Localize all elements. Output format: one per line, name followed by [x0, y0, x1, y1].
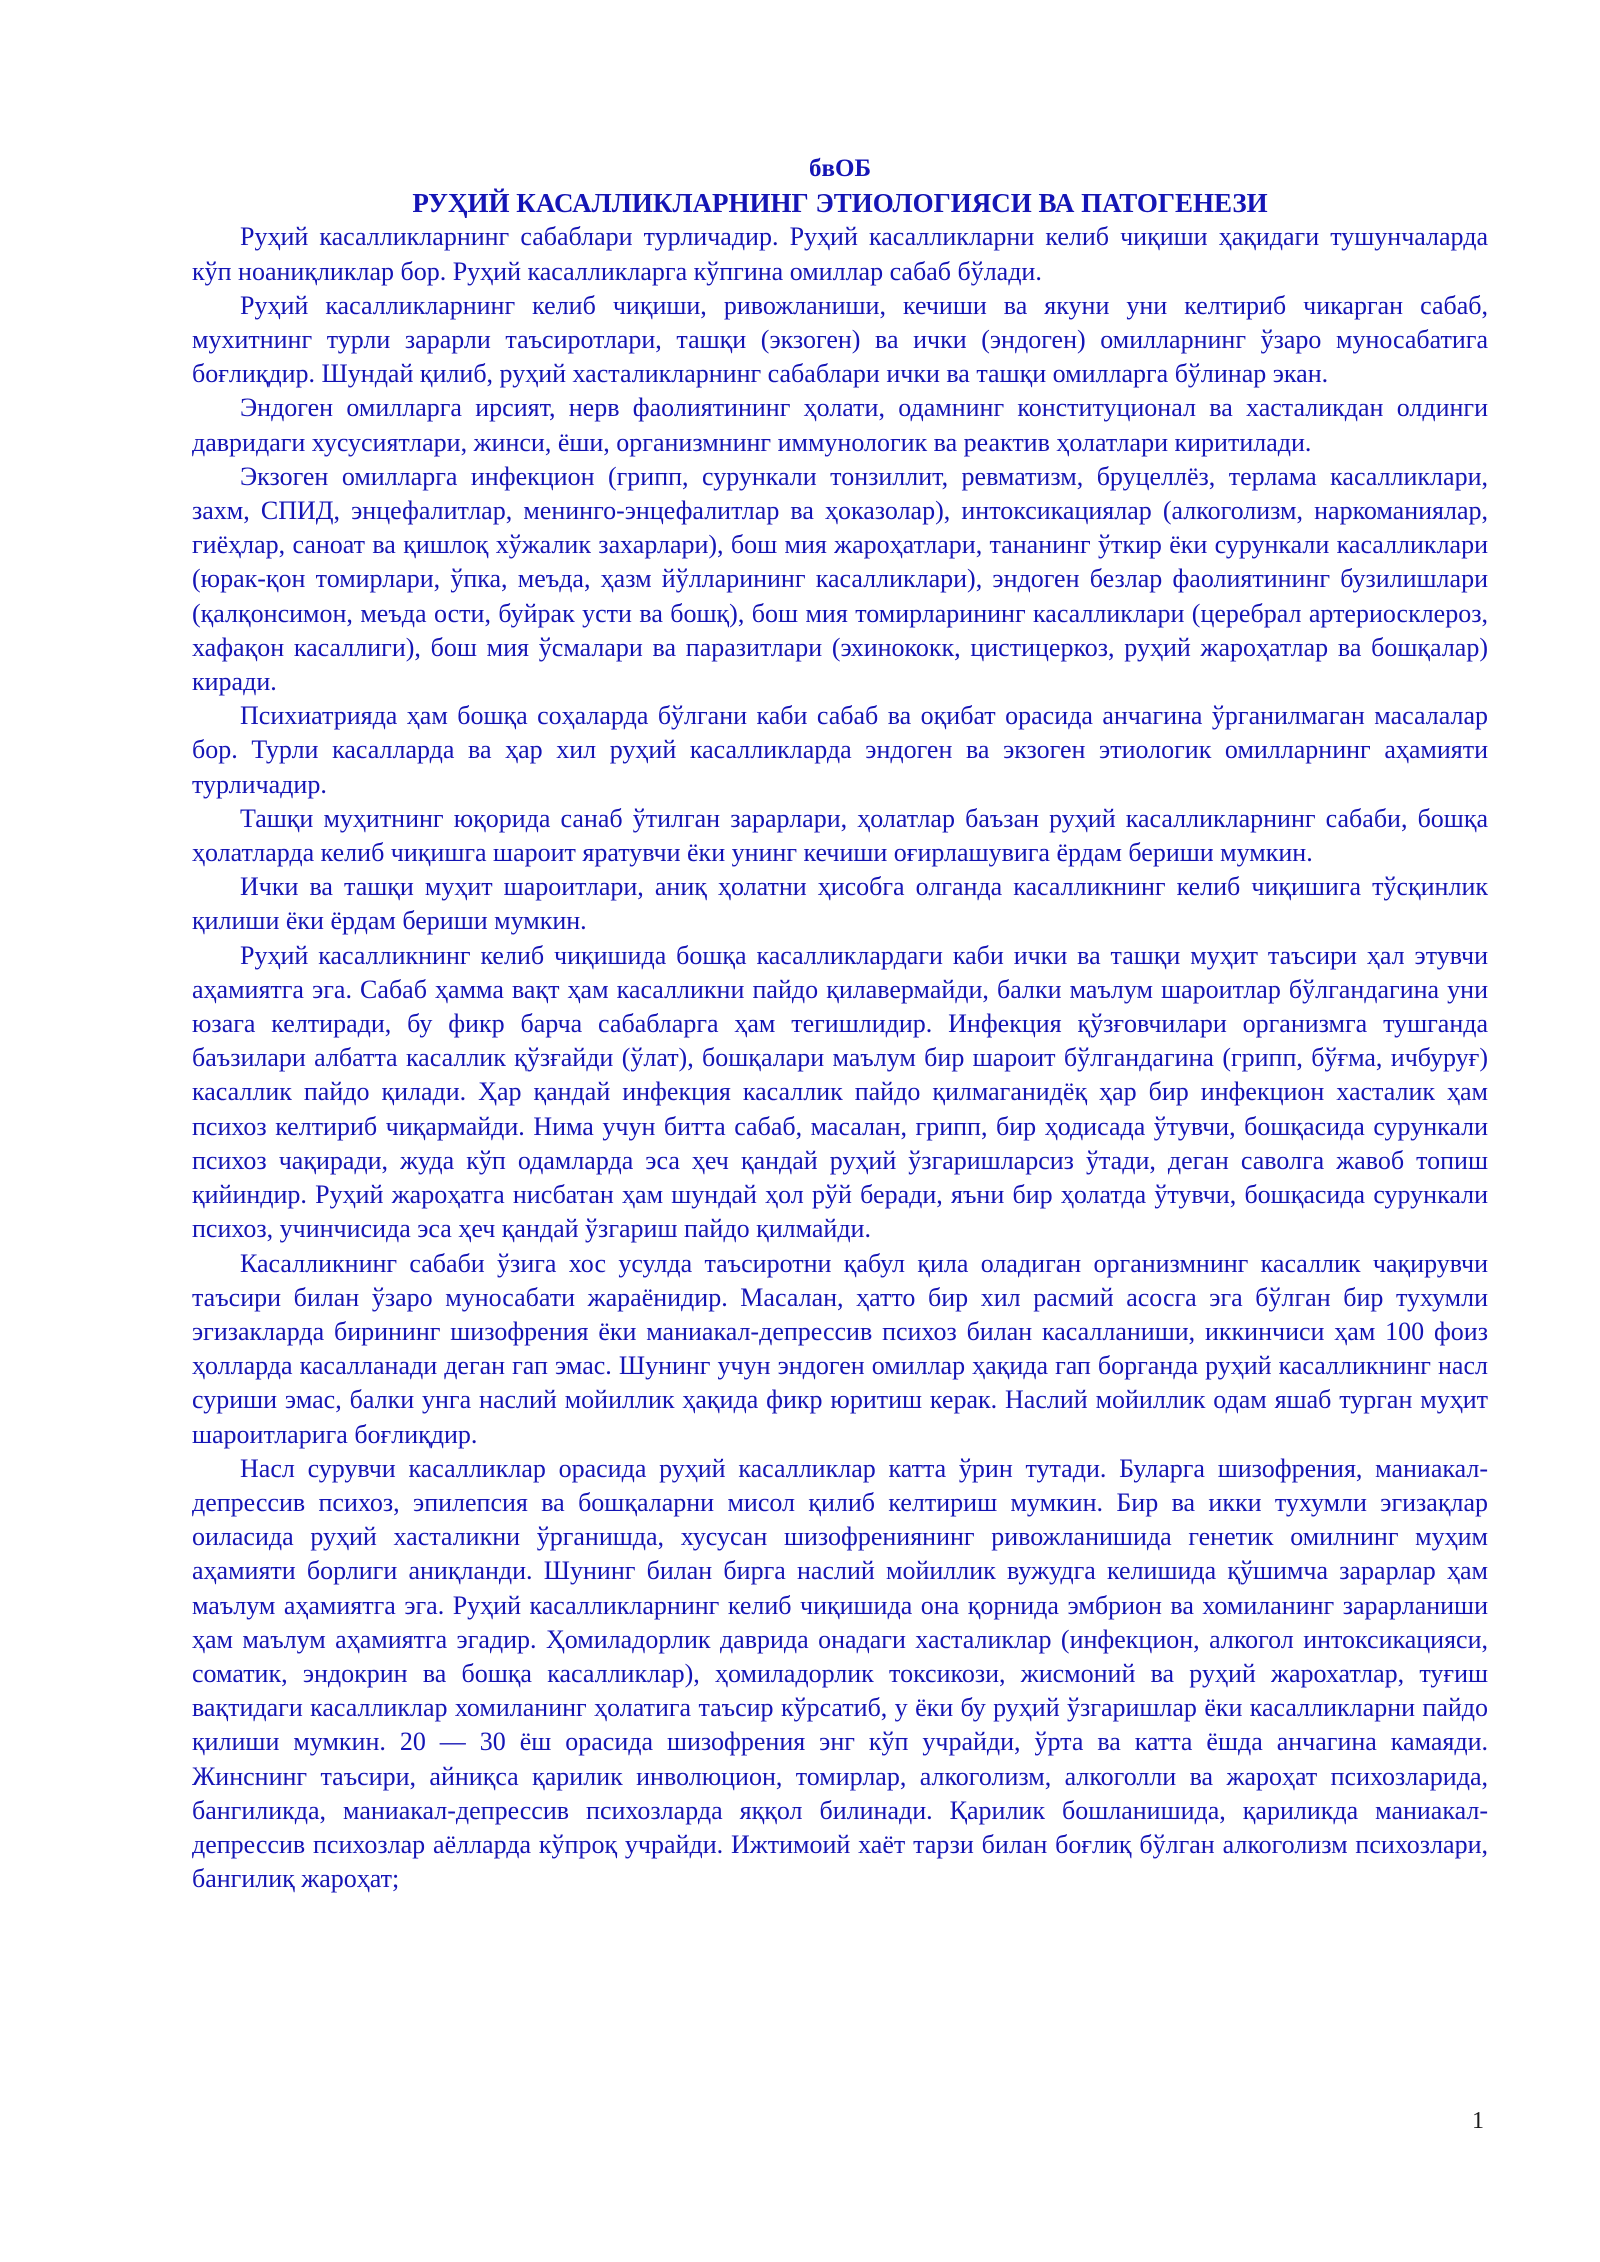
paragraph: Руҳий касалликнинг келиб чиқишида бошқа касалликлардаги каби ички ва ташқи муҳит таъсири ҳал этувчи аҳамиятга эга. Сабаб ҳамма вақт ҳам касалликни пайдо қилавермайди, балки маълум шароитлар бўлгандагина уни юзага келтиради, бу фикр барча сабабларга ҳам тегишлидир. Инфекция қўзғовчилари организмга тушганда баъзилари албатта касаллик қўзғайди (ўлат), бошқалари маълум бир шароит бўлгандагина (грипп, бўғма, ичбуруғ) касаллик пайдо қилади. Ҳар қандай инфекция касаллик пайдо қилмаганидёқ ҳар бир инфекцион хасталик ҳам психоз келтириб чиқармайди. Нима учун битта сабаб, масалан, грипп, бир ҳодисада ўтувчи, бошқасида сурункали психоз чақиради, жуда кўп одамларда эса ҳеч қандай руҳий ўзгаришларсиз ўтади, деган саволга жавоб топиш қийиндир. Руҳий жароҳатга нисбатан ҳам шундай ҳол рўй беради, яъни бир ҳолатда ўтувчи, бошқасида сурункали психоз, учинчисида эса ҳеч қандай ўзгариш пайдо қилмайди. [192, 940, 1488, 1244]
paragraph: Касалликнинг сабаби ўзига хос усулда таъсиротни қабул қила оладиган организмнинг касаллик чақирувчи таъсири билан ўзаро муносабати жараёнидир. Масалан, ҳатто бир хил расмий асосга эга бўлган бир тухумли эгизакларда бирининг шизофрения ёки маниакал-депрессив психоз билан касалланиши, иккинчиси ҳам 100 фоиз ҳолларда касалланади деган гап эмас. Шунинг учун эндоген омиллар ҳақида гап борганда руҳий касалликнинг насл суриши эмас, балки унга наслий мойиллик ҳақида фикр юритиш керак. Наслий мойиллик одам яшаб турган муҳит шароитларига боғлиқдир. [192, 1248, 1488, 1449]
paragraph: Ички ва ташқи муҳит шароитлари, аниқ ҳолатни ҳисобга олганда касалликнинг келиб чиқишига тўсқинлик қилиши ёки ёрдам бериши мумкин. [192, 872, 1488, 936]
paragraph: Руҳий касалликларнинг келиб чиқиши, ривожланиши, кечиши ва якуни уни келтириб чикарган сабаб, мухитнинг турли зарарли таъсиротлари, ташқи (экзоген) ва ички (эндоген) омилларнинг ўзаро муносабатига боғлиқдир. Шундай қилиб, руҳий хасталикларнинг сабаблари ички ва ташқи омилларга бўлинар экан. [192, 290, 1488, 389]
paragraph: Эндоген омилларга ирсият, нерв фаолиятининг ҳолати, одамнинг конституционал ва хасталикдан олдинги давридаги хусусиятлари, жинси, ёши, организмнинг иммунологик ва реактив ҳолатлари киритилади. [192, 393, 1488, 457]
paragraph: Психиатрияда ҳам бошқа соҳаларда бўлгани каби сабаб ва оқибат орасида анчагина ўрганилмаган масалалар бор. Турли касалларда ва ҳар хил руҳий касалликларда эндоген ва экзоген этиологик омилларнинг аҳамияти турличадир. [192, 701, 1488, 799]
document-title: РУҲИЙ КАСАЛЛИКЛАРНИНГ ЭТИОЛОГИЯСИ ВА ПАТОГЕНЕЗИ [412, 188, 1268, 219]
paragraph: Насл сурувчи касалликлар орасида руҳий касалликлар катта ўрин тутади. Буларга шизофрения, маниакал-депрессив психоз, эпилепсия ва бошқаларни мисол қилиб келтириш мумкин. Бир ва икки тухумли эгизақлар оиласида руҳий хасталикни ўрганишда, хусусан шизофрениянинг ривожланишида генетик омилнинг муҳим аҳамияти борлиги аниқланди. Шунинг билан бирга наслий мойиллик вужудга келишида қўшимча зарарлар ҳам маълум аҳамиятга эга. Руҳий касалликларнинг келиб чиқишида она қорнида эмбрион ва хомиланинг зарарланиши ҳам маълум аҳамиятга эгадир. Ҳомиладорлик даврида онадаги хасталиклар (инфекцион, алкогол интоксикацияси, соматик, эндокрин ва бошқа касалликлар), ҳомиладорлик токсикози, жисмоний ва руҳий жарохатлар, туғиш вақтидаги касалликлар хомиланинг ҳолатига таъсир кўрсатиб, у ёки бу руҳий ўзгаришлар ёки касалликларни пайдо қилиши мумкин. 20 — 30 ёш орасида шизофрения энг кўп учрайди, ўрта ва катта ёшда анчагина камаяди. Жинснинг таъсири, айниқса қарилик инволюцион, томирлар, алкоголизм, алкоголли ва жароҳат психозларида, бангиликда, маниакал-депрессив психозларда яққол билинади. Қарилик бошланишида, қариликда маниакал-депрессив психозлар аёлларда кўпроқ учрайди. Ижтимоий хаёт тарзи билан боғлиқ бўлган алкоголизм психозлари, бангилиқ жароҳат; [192, 1453, 1488, 1894]
paragraph: Руҳий касалликларнинг сабаблари турличадир. Руҳий касалликларни келиб чиқиши ҳақидаги тушунчаларда кўп ноаниқликлар бор. Руҳий касалликларга кўпгина омиллар сабаб бўлади. [192, 222, 1488, 286]
page-number: 1 [1472, 2108, 1484, 2134]
document-page [192, 152, 1488, 1896]
document-label: бвОБ [809, 155, 871, 182]
paragraph: Экзоген омилларга инфекцион (грипп, сурункали тонзиллит, ревматизм, бруцеллёз, терлама касалликлари, захм, СПИД, энцефалитлар, менинго-энцефалитлар ва ҳоказолар), интоксикациялар (алкоголизм, наркоманиялар, гиёҳлар, саноат ва қишлоқ хўжалик захарлари), бош мия жароҳатлари, тананинг ўткир ёки сурункали касалликлари (юрак-қон томирлари, ўпка, меъда, ҳазм йўлларининг касалликлари), эндоген безлар фаолиятининг бузилишлари (қалқонсимон, меъда ости, буйрак усти ва бошқ), бош мия томирларининг касалликлари (церебрал артериосклероз, хафақон касаллиги), бош мия ўсмалари ва паразитлари (эхинококк, цистицеркоз, руҳий жароҳатлар ва бошқалар) киради. [192, 461, 1488, 697]
paragraph: Ташқи муҳитнинг юқорида санаб ўтилган зарарлари, ҳолатлар баъзан руҳий касалликларнинг сабаби, бошқа ҳолатларда келиб чиқишга шароит яратувчи ёки унинг кечиши оғирлашувига ёрдам бериши мумкин. [192, 803, 1488, 868]
